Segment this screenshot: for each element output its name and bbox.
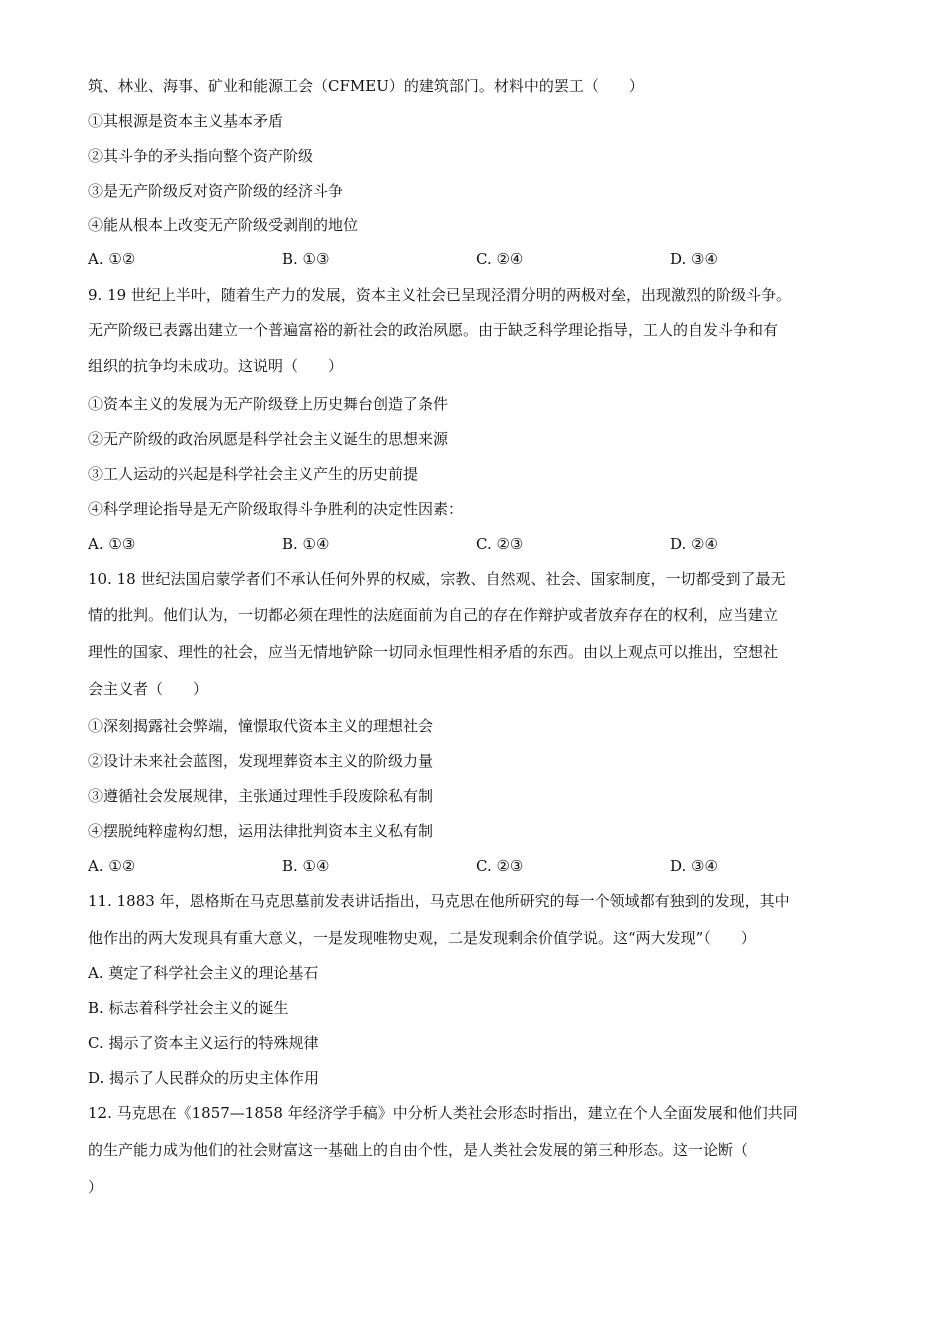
q11-option-b[interactable]: B. 标志着科学社会主义的诞生 [88,999,289,1017]
q9-option-c[interactable]: C. ②③ [476,535,524,553]
q10-item-1: ①深刻揭露社会弊端，憧憬取代资本主义的理想社会 [88,717,434,735]
q8-item-4: ④能从根本上改变无产阶级受剥削的地位 [88,216,359,234]
q8-item-2: ②其斗争的矛头指向整个资产阶级 [88,147,314,165]
q10-option-b[interactable]: B. ①④ [282,857,330,875]
q11-stem-line-1: 11. 1883 年，恩格斯在马克思墓前发表讲话指出，马克思在他所研究的每一个领域都有独到的发现，其中 [88,892,790,910]
q10-item-2: ②设计未来社会蓝图，发现埋葬资本主义的阶级力量 [88,752,434,770]
q9-stem-line-3: 组织的抗争均未成功。这说明（ ） [88,357,344,375]
q10-options [88,856,868,876]
q8-item-1: ①其根源是资本主义基本矛盾 [88,112,284,130]
q10-item-4: ④摆脱纯粹虚构幻想，运用法律批判资本主义私有制 [88,822,434,840]
q11-option-d[interactable]: D. 揭示了人民群众的历史主体作用 [88,1069,320,1087]
q9-item-1: ①资本主义的发展为无产阶级登上历史舞台创造了条件 [88,395,449,413]
q10-option-a[interactable]: A. ①② [88,857,136,875]
q11-option-a[interactable]: A. 奠定了科学社会主义的理论基石 [88,964,319,982]
q8-stem-continuation: 筑、林业、海事、矿业和能源工会（CFMEU）的建筑部门。材料中的罢工（ ） [88,77,644,95]
q9-option-b[interactable]: B. ①④ [282,535,330,553]
q8-item-3: ③是无产阶级反对资产阶级的经济斗争 [88,182,344,200]
q11-stem-line-2: 他作出的两大发现具有重大意义，一是发现唯物史观，二是发现剩余价值学说。这“两大发现”（ ） [88,929,756,947]
q9-option-a[interactable]: A. ①③ [88,535,136,553]
q9-options [88,534,868,554]
q8-option-b[interactable]: B. ①③ [282,250,330,268]
q12-stem-line-3: ） [88,1178,104,1196]
q9-stem-line-1: 9. 19 世纪上半叶，随着生产力的发展，资本主义社会已呈现泾渭分明的两极对垒，出现激烈的阶级斗争。 [88,286,791,304]
q9-stem-line-2: 无产阶级已表露出建立一个普遍富裕的新社会的政治夙愿。由于缺乏科学理论指导，工人的自发斗争和有 [88,321,779,339]
q12-stem-line-2: 的生产能力成为他们的社会财富这一基础上的自由个性，是人类社会发展的第三种形态。这一论断（ [88,1141,749,1159]
q11-option-c[interactable]: C. 揭示了资本主义运行的特殊规律 [88,1034,319,1052]
q8-option-c[interactable]: C. ②④ [476,250,524,268]
q10-stem-line-1: 10. 18 世纪法国启蒙学者们不承认任何外界的权威，宗教、自然观、社会、国家制度，一切都受到了最无 [88,570,786,588]
q9-item-2: ②无产阶级的政治夙愿是科学社会主义诞生的思想来源 [88,430,449,448]
q10-stem-line-3: 理性的国家、理性的社会，应当无情地铲除一切同永恒理性相矛盾的东西。由以上观点可以推出，空想社 [88,643,779,661]
q10-item-3: ③遵循社会发展规律，主张通过理性手段废除私有制 [88,787,434,805]
q9-item-4: ④科学理论指导是无产阶级取得斗争胜利的决定性因素： [88,500,464,518]
q9-option-d[interactable]: D. ②④ [670,535,718,553]
q8-options [88,249,868,269]
q10-option-c[interactable]: C. ②③ [476,857,524,875]
q12-stem-line-1: 12. 马克思在《1857—1858 年经济学手稿》中分析人类社会形态时指出，建立在个人全面发展和他们共同 [88,1104,798,1122]
q10-stem-line-2: 情的批判。他们认为，一切都必须在理性的法庭面前为自己的存在作辩护或者放弃存在的权利，应当建立 [88,606,779,624]
q8-option-d[interactable]: D. ③④ [670,250,718,268]
q10-option-d[interactable]: D. ③④ [670,857,718,875]
q8-option-a[interactable]: A. ①② [88,250,136,268]
q9-item-3: ③工人运动的兴起是科学社会主义产生的历史前提 [88,465,419,483]
q10-stem-line-4: 会主义者（ ） [88,680,209,698]
